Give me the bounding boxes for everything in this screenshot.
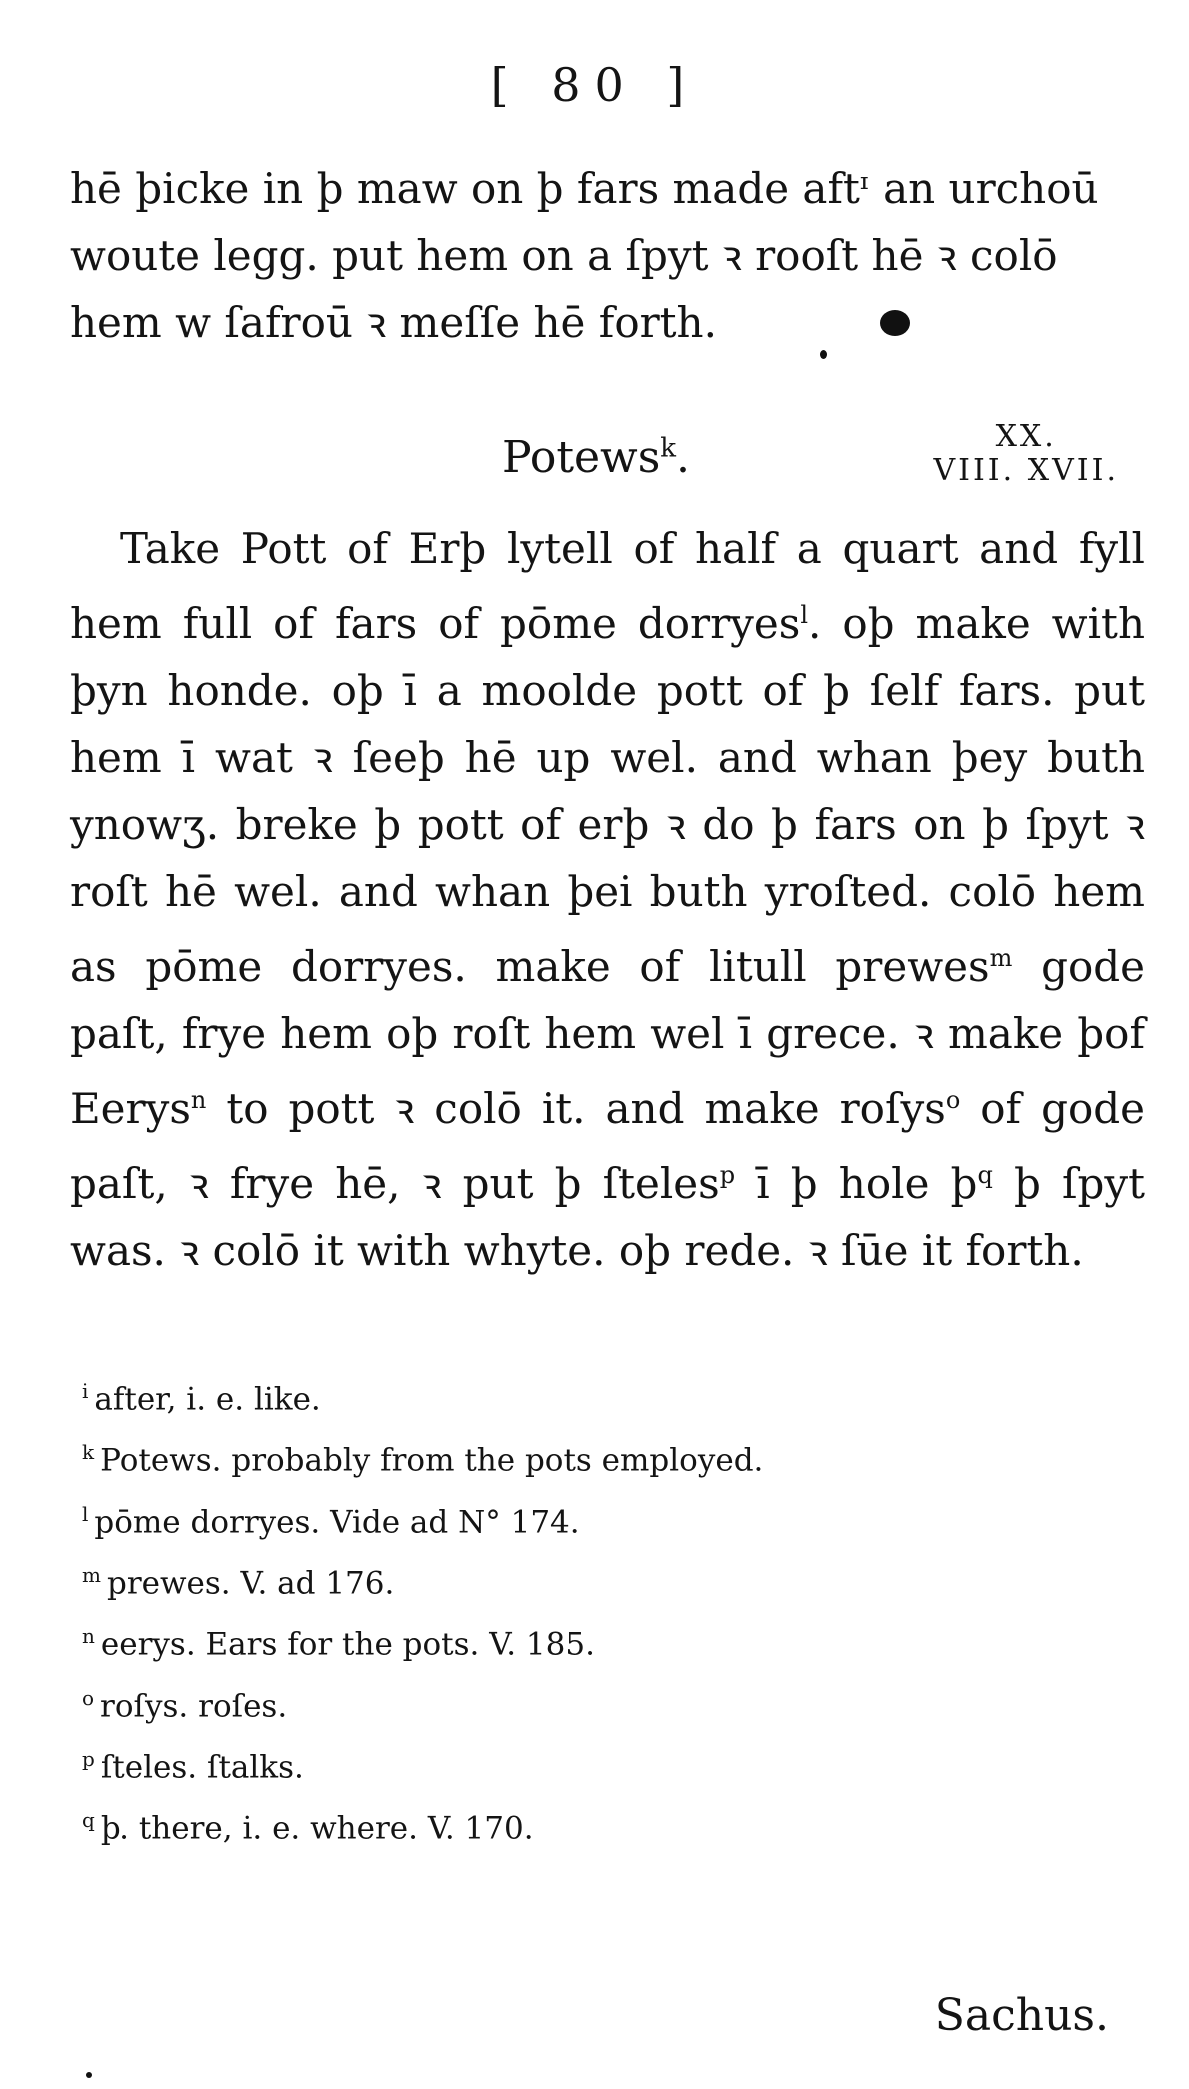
page-number: [ 80 ] bbox=[490, 58, 699, 112]
footnote-text: þ. there, i. e. where. V. 170. bbox=[100, 1810, 534, 1847]
recipe-reference-top: XX. bbox=[995, 419, 1057, 454]
recipe-text: Take Pott of Erþ lytell of half a quart and fyll hem full of fars of pōme dorryes bbox=[70, 524, 1145, 648]
footnote-i bbox=[82, 1365, 982, 1426]
footnote-o bbox=[82, 1672, 982, 1733]
footnote-k bbox=[82, 1426, 982, 1487]
recipe-text: of gode paſt, ꝛ frye hē, ꝛ put þ ſteles bbox=[70, 1084, 1145, 1208]
recipe-text: to pott ꝛ colō it. and make roſys bbox=[206, 1084, 946, 1133]
footnote-mark: l bbox=[82, 1501, 89, 1526]
recipe-title-text: Potews bbox=[502, 432, 661, 483]
ink-speck bbox=[86, 2072, 92, 2078]
footnote-text: Potews. probably from the pots employed. bbox=[100, 1442, 764, 1479]
footnotes bbox=[82, 1365, 982, 1856]
footnote-text: roſys. roſes. bbox=[100, 1687, 288, 1724]
ink-speck bbox=[820, 350, 827, 359]
opening-paragraph: hē þicke in þ maw on þ fars made aftᶦ an urchoū woute legg. put hem on a ſpyt ꝛ rooſt hē ꝛ colō hem w ſafroū ꝛ meſſe hē forth. bbox=[70, 164, 1099, 347]
footnote-l bbox=[82, 1488, 982, 1549]
footnote-text: eerys. Ears for the pots. V. 185. bbox=[100, 1626, 595, 1663]
recipe-reference bbox=[933, 420, 1119, 488]
footnote-marker-l: l bbox=[800, 601, 809, 629]
recipe-heading bbox=[0, 420, 1189, 510]
recipe-title-marker: k bbox=[660, 433, 677, 464]
footnote-mark: p bbox=[82, 1746, 95, 1771]
footnote-marker-q: q bbox=[977, 1161, 993, 1189]
footnote-mark: o bbox=[82, 1685, 95, 1710]
footnote-marker-m: m bbox=[989, 944, 1013, 972]
footnote-mark: i bbox=[82, 1379, 89, 1403]
footnote-marker-o: o bbox=[945, 1086, 961, 1114]
catchword: Sachus. bbox=[934, 1990, 1109, 2041]
footnote-text: pōme dorryes. Vide ad N° 174. bbox=[94, 1503, 580, 1540]
recipe-reference-bottom: VIII. XVII. bbox=[933, 453, 1119, 488]
footnote-text: prewes. V. ad 176. bbox=[106, 1565, 395, 1602]
footnote-marker-n: n bbox=[190, 1086, 207, 1114]
footnote-mark: m bbox=[82, 1562, 101, 1587]
ink-blot bbox=[880, 310, 910, 336]
recipe-text: . oþ make with þyn honde. oþ ī a moolde pott of þ ſelf fars. put hem ī wat ꝛ ſeeþ hē up wel. and whan þey buth ynowʒ. breke þ pott of erþ ꝛ do þ fars on þ ſpyt ꝛ roſt hē wel. and whan þei buth yroſted. colō hem as pōme dorryes. make of litull prewes bbox=[70, 599, 1145, 991]
footnote-q bbox=[82, 1794, 982, 1855]
footnote-text: ſteles. ſtalks. bbox=[100, 1749, 304, 1786]
recipe-text: ī þ hole þ bbox=[735, 1159, 978, 1208]
footnote-m bbox=[82, 1549, 982, 1610]
footnote-mark: q bbox=[82, 1808, 95, 1833]
footnote-mark: n bbox=[82, 1624, 95, 1649]
footnote-p bbox=[82, 1733, 982, 1794]
footnote-text: after, i. e. like. bbox=[94, 1381, 321, 1418]
recipe-text: gode paſt, frye hem oþ roſt hem wel ī grece. ꝛ make þof Eerys bbox=[70, 942, 1146, 1133]
recipe-title: Potews$^k$. bbox=[502, 432, 691, 483]
footnote-mark: k bbox=[82, 1440, 95, 1465]
footnote-n bbox=[82, 1610, 982, 1671]
recipe-paragraph bbox=[70, 515, 1145, 1284]
footnote-marker-p: p bbox=[719, 1161, 736, 1189]
recipe-text: þ ſpyt was. ꝛ colō it with whyte. oþ rede. ꝛ ſūe it forth. bbox=[70, 1159, 1146, 1275]
